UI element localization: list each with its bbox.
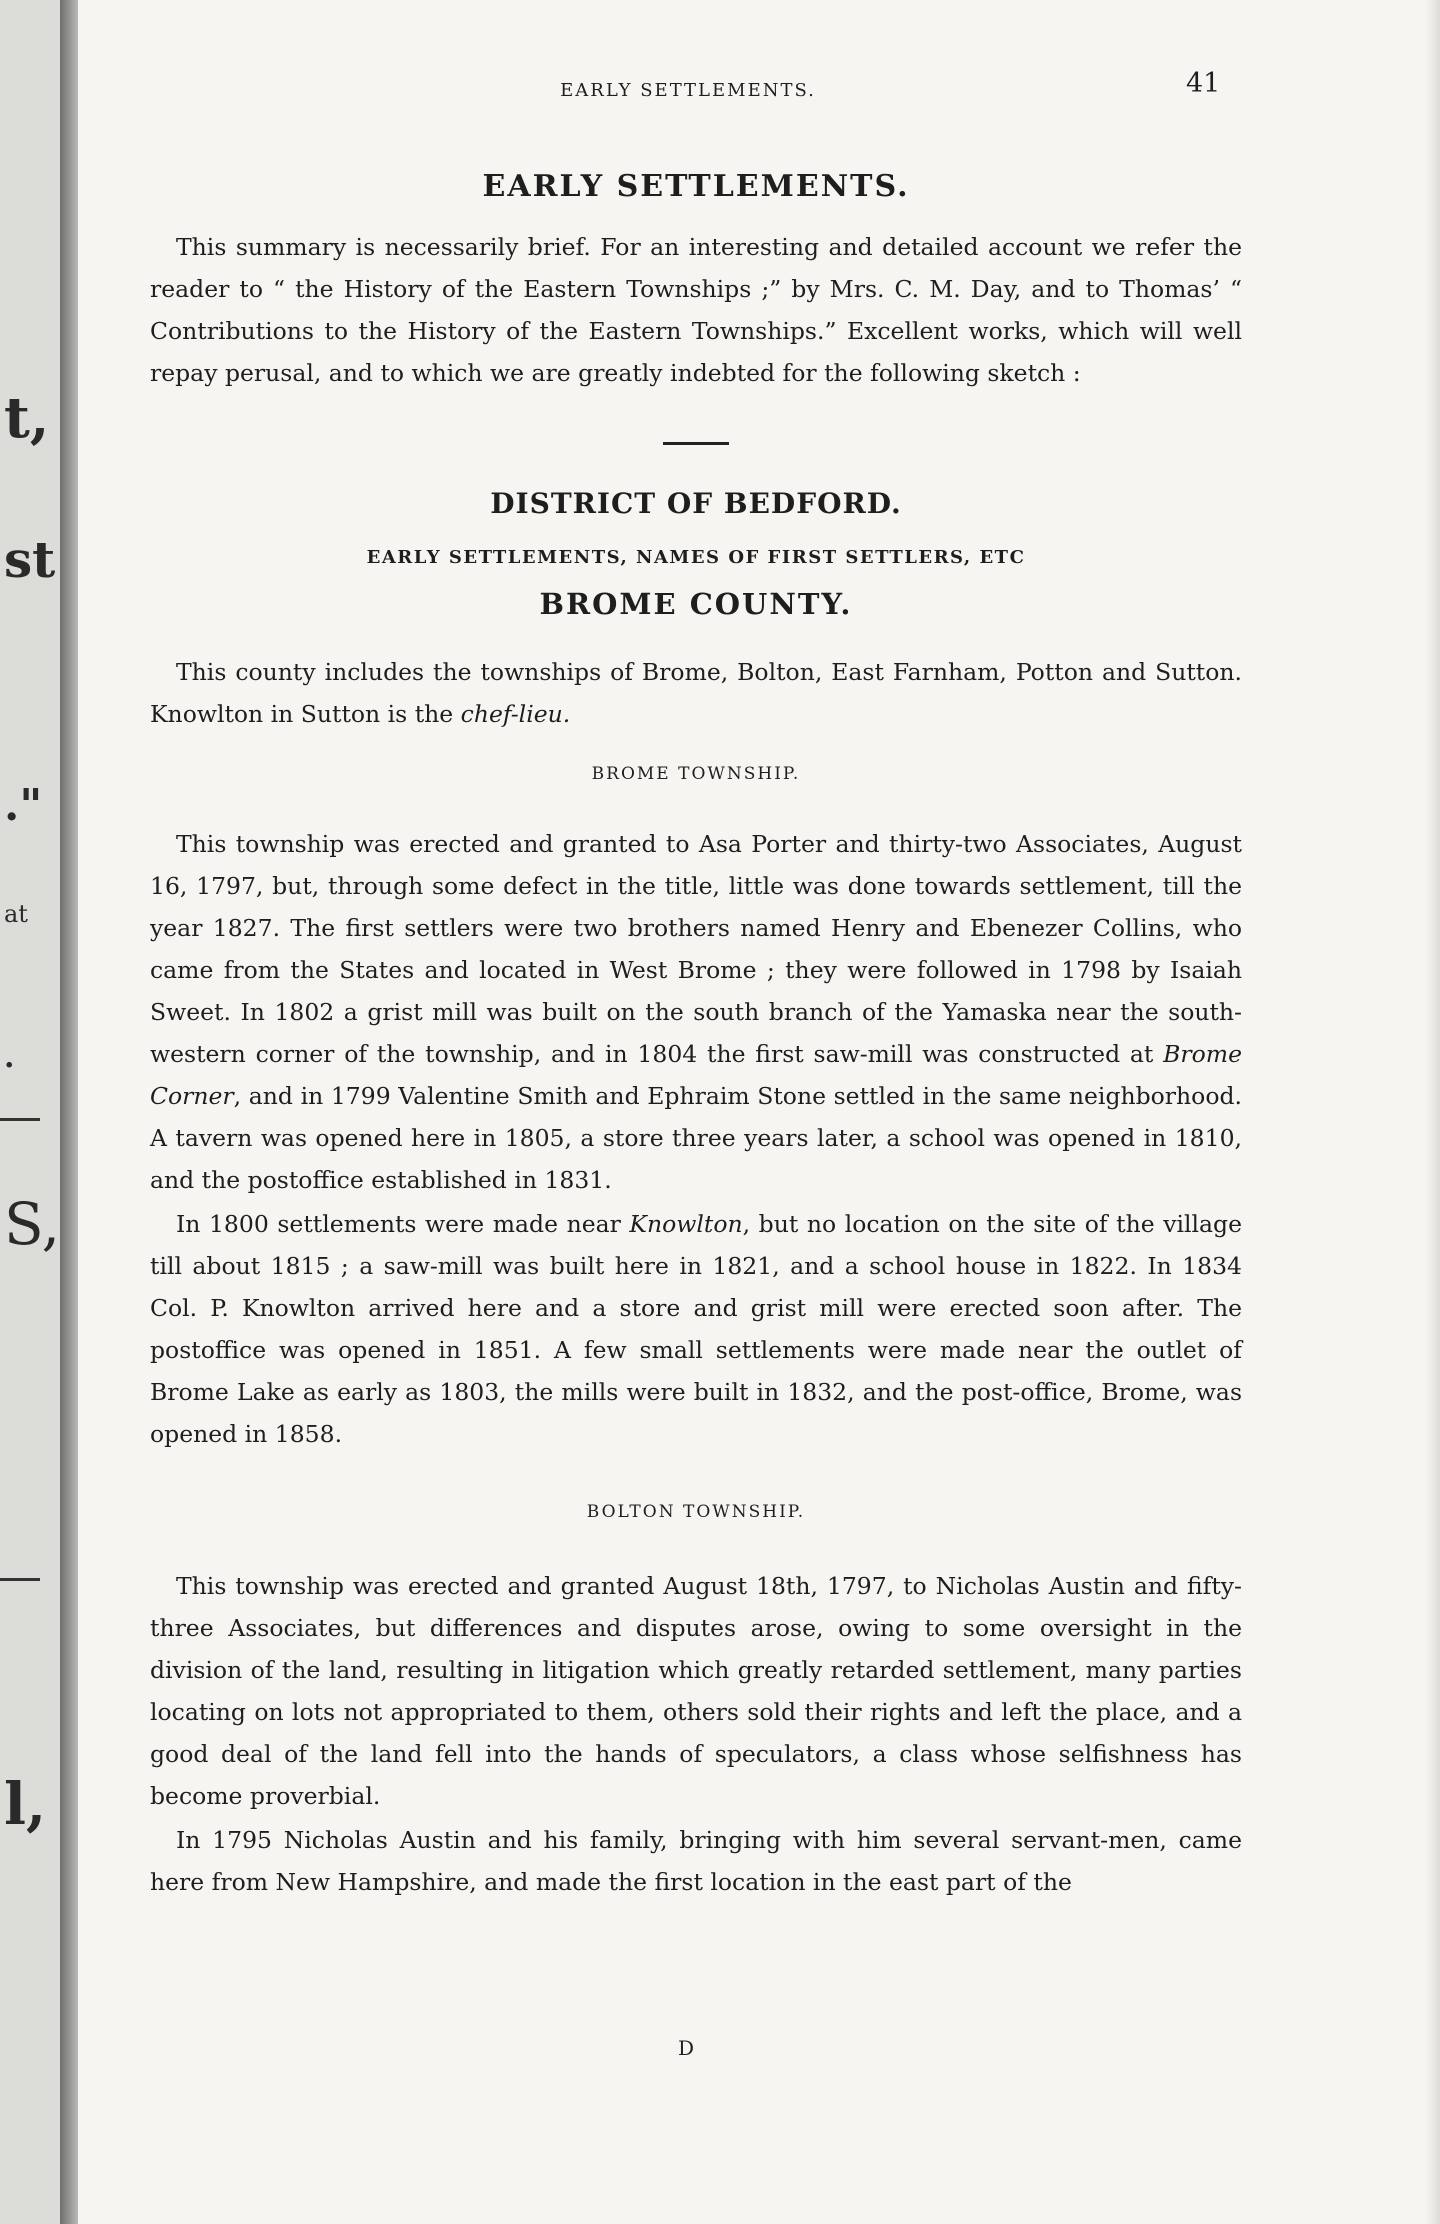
bolton-paragraph-1: This township was erected and granted August 18th, 1797, to Nicholas Austin and fifty-three Associates, but differences and disputes arose, owing to some oversight in the division of the land, resulting in litigation which greatly retarded settlement, many parties locating on lots not appropriated to them, others sold their rights and left the place, and a good deal of the land fell into the hands of speculators, a class whose selfishness has become proverbial.	[150, 1572, 1242, 1810]
brome-paragraph-2	[150, 1203, 1242, 1455]
edge-fragment: st	[4, 530, 56, 589]
brome-p1-text-a: This township was erected and granted to Asa Porter and thirty-two Associates, August 16, 1797, but, through some defect in the title, little was done towards settlement, till the year 1827. The first settlers were two brothers named Henry and Ebenezer Collins, who came from the States and located in West Brome ; they were followed in 1798 by Isaiah Sweet. In 1802 a grist mill was built on the south branch of the Yamaska near the south-western corner of the township, and in 1804 the first saw-mill was constructed at	[150, 830, 1242, 1068]
adjacent-page-strip	[0, 0, 60, 2224]
signature-mark: D	[678, 2036, 695, 2060]
county-title: BROME COUNTY.	[539, 587, 853, 621]
edge-fragment: t,	[4, 385, 50, 451]
district-title: DISTRICT OF BEDFORD.	[490, 487, 902, 520]
edge-fragment: ."	[4, 780, 43, 831]
edge-fragment: .	[4, 1040, 15, 1075]
brome-paragraph-1	[150, 823, 1242, 1201]
edge-fragment: at	[4, 900, 28, 928]
running-head: EARLY SETTLEMENTS.	[560, 80, 816, 101]
edge-fragment: S,	[4, 1190, 60, 1258]
book-page	[78, 0, 1440, 2224]
county-paragraph	[150, 651, 1242, 735]
brome-p2-text-b: , but no location on the site of the village till about 1815 ; a saw-mill was built here in 1821, and a school house in 1822. In 1834 Col. P. Knowlton arrived here and a store and grist mill were erected soon after. The postoffice was opened in 1851. A few small settlements were made near the outlet of Brome Lake as early as 1803, the mills were built in 1832, and the post-office, Brome, was opened in 1858.	[150, 1210, 1242, 1448]
bolton-paragraph-2: In 1795 Nicholas Austin and his family, bringing with him several servant-men, came here from New Hampshire, and made the first location in the east part of the	[150, 1826, 1242, 1896]
bolton-township-heading: BOLTON TOWNSHIP.	[586, 1502, 806, 1522]
edge-rule	[0, 1118, 40, 1121]
edge-fragment: l,	[4, 1770, 47, 1838]
brome-township-heading: BROME TOWNSHIP.	[591, 764, 801, 784]
brome-corner: Brome Corner	[150, 1040, 1242, 1110]
knowlton: Knowlton	[629, 1210, 743, 1238]
chapter-title: EARLY SETTLEMENTS.	[482, 169, 910, 204]
district-subtitle: EARLY SETTLEMENTS, NAMES OF FIRST SETTLERS, ETC	[366, 547, 1026, 568]
county-text: This county includes the townships of Brome, Bolton, East Farnham, Potton and Sutton. Knowlton in Sutton is the	[150, 658, 1242, 728]
page-number: 41	[1186, 68, 1221, 99]
intro-paragraph: This summary is necessarily brief. For an interesting and detailed account we refer the reader to “ the History of the Eastern Townships ;” by Mrs. C. M. Day, and to Thomas’ “ Contributions to the History of the Eastern Townships.” Excellent works, which will well repay perusal, and to which we are greatly indebted for the following sketch :	[150, 233, 1242, 387]
book-gutter	[60, 0, 78, 2224]
brome-p1-text-b: , and in 1799 Valentine Smith and Ephraim Stone settled in the same neighborhood. A tavern was opened here in 1805, a store three years later, a school was opened in 1810, and the postoffice established in 1831.	[150, 1082, 1242, 1194]
brome-p2-text-a: In 1800 settlements were made near	[176, 1210, 630, 1238]
county-chef-lieu: chef-lieu.	[460, 700, 571, 728]
section-divider	[663, 442, 729, 445]
edge-rule	[0, 1578, 40, 1581]
text-column	[150, 166, 1242, 1903]
